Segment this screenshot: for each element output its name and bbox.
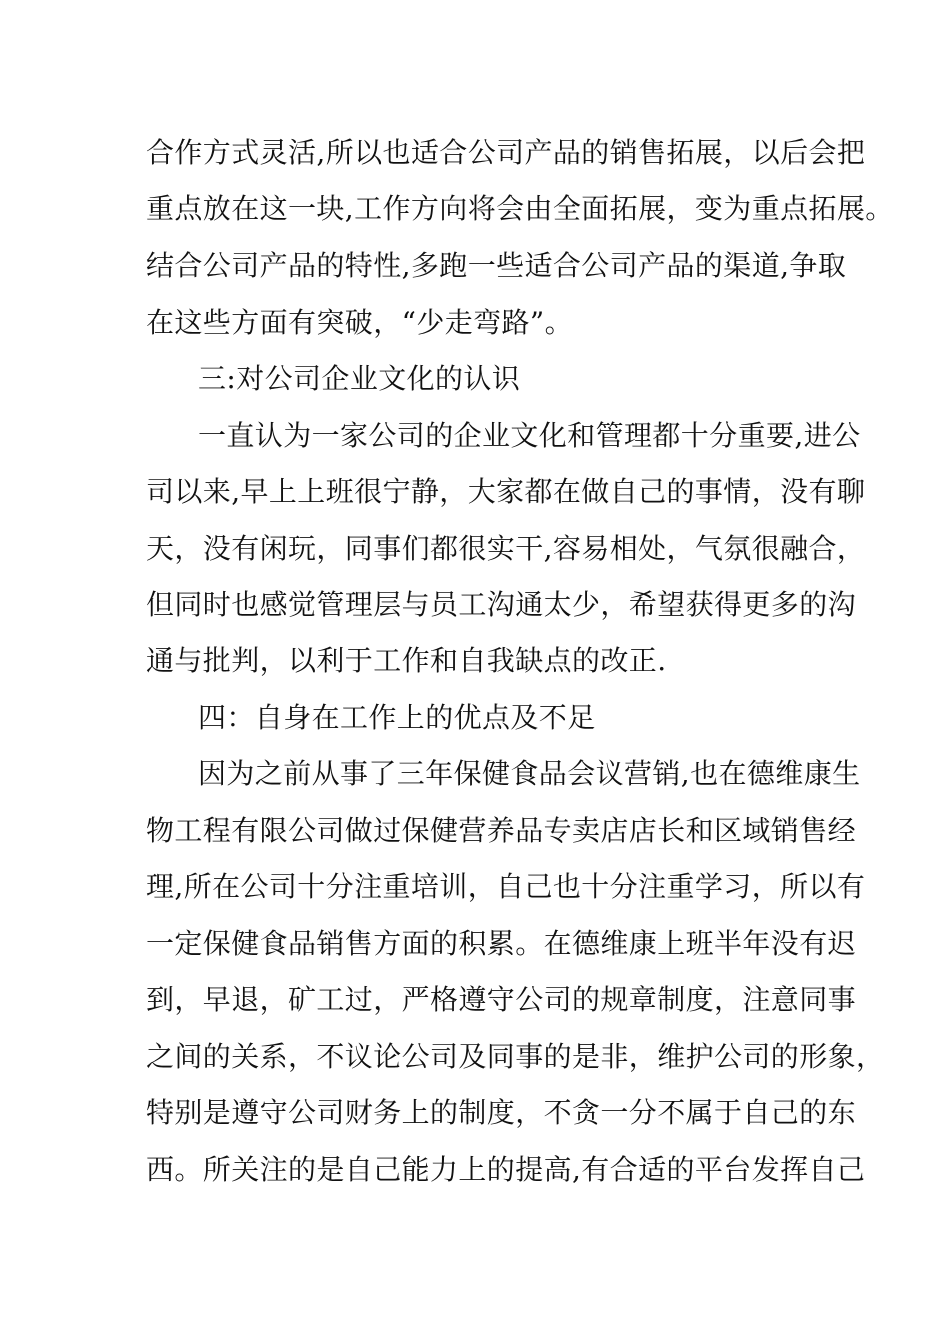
paragraph-first-line: 一直认为一家公司的企业文化和管理都十分重要,进公 (198, 419, 861, 452)
text-line: 物工程有限公司做过保健营养品专卖店店长和区域销售经 (146, 814, 857, 847)
text-line: 天，没有闲玩，同事们都很实干,容易相处，气氛很融合， (146, 532, 866, 565)
text-line: 理,所在公司十分注重培训，自己也十分注重学习，所以有 (146, 870, 866, 903)
text-line: 重点放在这一块,工作方向将会由全面拓展，变为重点拓展。 (146, 192, 894, 225)
text-line: 通与批判，以利于工作和自我缺点的改正. (146, 644, 667, 677)
text-line: 到，早退，矿工过，严格遵守公司的规章制度，注意同事 (146, 983, 857, 1016)
text-line: 一定保健食品销售方面的积累。在德维康上班半年没有迟 (146, 927, 857, 960)
text-line: 但同时也感觉管理层与员工沟通太少，希望获得更多的沟 (146, 588, 857, 621)
section-heading-4: 四：自身在工作上的优点及不足 (198, 701, 596, 734)
text-line: 之间的关系，不议论公司及同事的是非，维护公司的形象， (146, 1040, 885, 1073)
text-line: 西。所关注的是自己能力上的提高,有合适的平台发挥自己 (146, 1153, 866, 1186)
text-line: 结合公司产品的特性,多跑一些适合公司产品的渠道,争取 (146, 249, 847, 282)
paragraph-first-line: 因为之前从事了三年保健食品会议营销,也在德维康生 (198, 757, 861, 790)
section-heading-3: 三:对公司企业文化的认识 (198, 362, 521, 395)
text-line: 在这些方面有突破，“少走弯路”。 (146, 306, 574, 339)
text-line: 合作方式灵活,所以也适合公司产品的销售拓展，以后会把 (146, 136, 866, 169)
text-line: 特别是遵守公司财务上的制度，不贪一分不属于自己的东 (146, 1096, 857, 1129)
text-line: 司以来,早上上班很宁静，大家都在做自己的事情，没有聊 (146, 475, 866, 508)
